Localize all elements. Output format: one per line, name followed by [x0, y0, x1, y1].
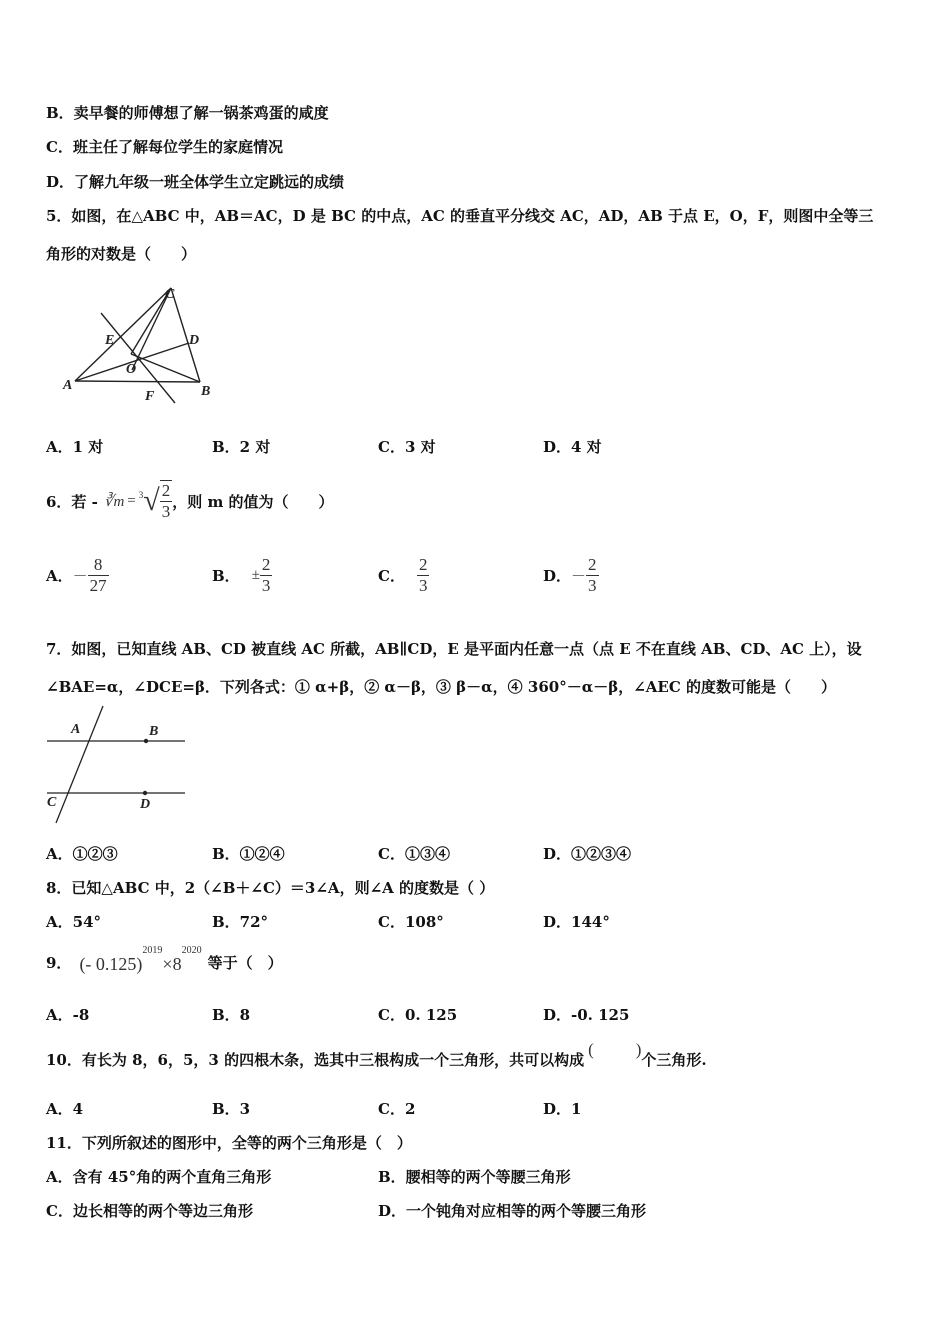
- q6-lhs: ∛m: [103, 493, 125, 510]
- q9-prefix: 9．: [46, 954, 72, 972]
- q4-option-b: B．卖早餐的师傅想了解一锅茶鸡蛋的咸度: [46, 104, 329, 122]
- q8-option-c: C．108°: [378, 913, 444, 931]
- q9-option-b: B．8: [212, 1006, 251, 1024]
- q7-label-b: B: [149, 724, 159, 739]
- q7-option-a: A．①②③: [46, 845, 118, 863]
- q9-exp2: 2020: [181, 945, 202, 956]
- q5-option-c: C．3 对: [378, 438, 436, 456]
- q7-option-b: B．①②④: [212, 845, 285, 863]
- q5-label-e: E: [105, 333, 115, 348]
- q9-base: (- 0.125): [79, 954, 143, 974]
- q10-option-a: A．4: [46, 1100, 84, 1118]
- q5-label-a: A: [63, 378, 73, 393]
- q6-option-a: A． － $\frac{8}{27}$: [46, 555, 107, 595]
- q5-option-a: A．1 对: [46, 438, 104, 456]
- q10-stem: [46, 1040, 707, 1070]
- q9-stem: [46, 945, 283, 975]
- q5-label-d: D: [189, 333, 200, 348]
- q5-triangle-figure: [55, 280, 225, 410]
- q5-label-c: C: [165, 287, 175, 302]
- q7-label-a: A: [71, 722, 81, 737]
- q7-label-c: C: [47, 795, 57, 810]
- q10-stem-text: 10．有长为 8，6，5，3 的四根木条，选其中三根构成一个三角形，共可以构成: [46, 1051, 585, 1069]
- q6-fraction: [160, 480, 173, 522]
- q10-option-c: C．2: [378, 1100, 416, 1118]
- q6-option-d: D． － $\frac{2}{3}$: [543, 555, 597, 595]
- q7-point-b: [144, 739, 148, 743]
- q10-option-b: B．3: [212, 1100, 251, 1118]
- q6-cube-index: 3: [138, 490, 144, 500]
- q9-option-c: C．0. 125: [378, 1006, 458, 1024]
- q6-equals: =: [127, 492, 136, 509]
- q9-suffix: 等于（ ）: [207, 954, 283, 972]
- q8-option-b: B．72°: [212, 913, 269, 931]
- q7-point-d: [143, 791, 147, 795]
- q5-option-d: D．4 对: [543, 438, 602, 456]
- q11-option-a: A．含有 45°角的两个直角三角形: [46, 1168, 272, 1186]
- q5-stem-line1: 5．如图，在△ABC 中，AB＝AC，D 是 BC 的中点，AC 的垂直平分线交 AC，AD，AB 于点 E，O，F，则图中全等三: [46, 207, 874, 225]
- q9-times: ×8: [162, 954, 182, 974]
- q5-label-b: B: [201, 384, 211, 399]
- q5-option-b: B．2 对: [212, 438, 271, 456]
- q6-suffix: ，则 m 的值为（ ）: [172, 492, 334, 511]
- q6-option-c: C． $\frac{2}{3}$: [378, 555, 428, 595]
- q10-blank-close: ): [635, 1040, 642, 1059]
- q4-option-d: D．了解九年级一班全体学生立定跳远的成绩: [46, 173, 345, 191]
- q11-option-d: D．一个钝角对应相等的两个等腰三角形: [378, 1202, 647, 1220]
- q7-stem-line1: 7．如图，已知直线 AB、CD 被直线 AC 所截，AB∥CD，E 是平面内任意一点（点 E 不在直线 AB、CD、AC 上），设: [46, 640, 862, 658]
- q8-stem: 8．已知△ABC 中，2（∠B＋∠C）＝3∠A，则∠A 的度数是（ ）: [46, 879, 495, 897]
- q4-option-c: C．班主任了解每位学生的家庭情况: [46, 138, 283, 156]
- q5-label-o: O: [126, 362, 137, 377]
- q6-radical-icon: √: [143, 484, 160, 517]
- q9-exp1: 2019: [142, 945, 163, 956]
- q6-prefix: 6．若 -: [46, 492, 98, 511]
- q10-blank-open: (: [588, 1040, 594, 1059]
- q10-tail: 个三角形.: [641, 1051, 707, 1069]
- q8-option-d: D．144°: [543, 913, 610, 931]
- q11-stem: 11．下列所叙述的图形中，全等的两个三角形是（ ）: [46, 1134, 412, 1152]
- q5-label-f: F: [145, 389, 155, 404]
- q7-option-d: D．①②③④: [543, 845, 632, 863]
- q7-stem-line2: ∠BAE=α，∠DCE=β．下列各式：① α+β，② α－β，③ β－α，④ 360°－α－β，∠AEC 的度数可能是（ ）: [46, 678, 836, 696]
- q9-option-a: A．-8: [46, 1006, 90, 1024]
- q5-stem-line2: 角形的对数是（ ）: [46, 245, 197, 263]
- q10-option-d: D．1: [543, 1100, 582, 1118]
- q11-option-c: C．边长相等的两个等边三角形: [46, 1202, 253, 1220]
- q7-label-d: D: [140, 797, 151, 812]
- q6-frac-num: 2: [161, 481, 171, 500]
- q11-option-b: B．腰相等的两个等腰三角形: [378, 1168, 571, 1186]
- q6-stem: [46, 480, 334, 522]
- q6-option-b: B． ± $\frac{2}{3}$: [212, 555, 271, 595]
- q7-parallel-lines-figure: [42, 702, 192, 827]
- q8-option-a: A．54°: [46, 913, 102, 931]
- q7-option-c: C．①③④: [378, 845, 450, 863]
- q9-option-d: D．-0. 125: [543, 1006, 630, 1024]
- q6-frac-den: 3: [161, 502, 171, 521]
